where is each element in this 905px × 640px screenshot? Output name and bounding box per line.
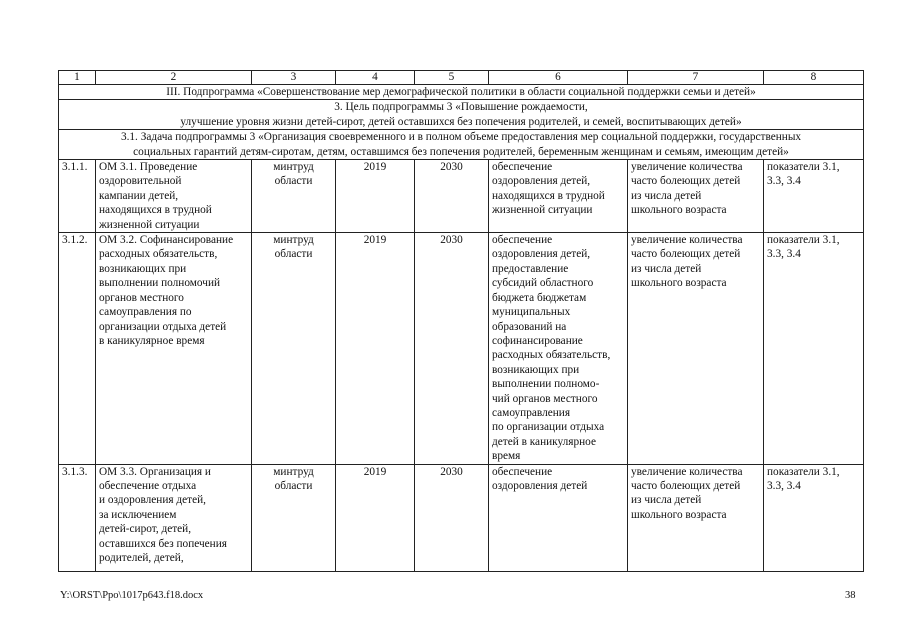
table-row bbox=[59, 233, 864, 465]
table-row bbox=[59, 160, 864, 233]
expected-result: обеспечение оздоровления детей, находящихся в трудной жизненной ситуации bbox=[489, 160, 628, 233]
linked-indicators: показатели 3.1, 3.3, 3.4 bbox=[764, 464, 864, 571]
row-number: 3.1.3. bbox=[59, 464, 96, 571]
start-year: 2019 bbox=[336, 464, 415, 571]
page-number: 38 bbox=[845, 590, 856, 601]
measure-name: ОМ 3.1. Проведение оздоровительной кампании детей, находящихся в трудной жизненной ситуации bbox=[96, 160, 252, 233]
subprogram-title: III. Подпрограмма «Совершенствование мер демографической политики в области социальной поддержки семьи и детей» bbox=[59, 85, 864, 100]
executor: минтруд области bbox=[252, 160, 336, 233]
row-number: 3.1.2. bbox=[59, 233, 96, 465]
column-number: 3 bbox=[252, 71, 336, 85]
measure-name: ОМ 3.2. Софинансирование расходных обязательств, возникающих при выполнении полномочий органов местного самоуправления по организации отдыха детей в каникулярное время bbox=[96, 233, 252, 465]
column-number-row bbox=[59, 71, 864, 85]
table-row bbox=[59, 464, 864, 571]
executor: минтруд области bbox=[252, 464, 336, 571]
column-number: 8 bbox=[764, 71, 864, 85]
subprogram-row bbox=[59, 85, 864, 100]
non-implementation-effect: увеличение количества часто болеющих детей из числа детей школьного возраста bbox=[628, 160, 764, 233]
task-row bbox=[59, 130, 864, 160]
column-number: 7 bbox=[628, 71, 764, 85]
program-table bbox=[58, 70, 864, 572]
goal-line: 3. Цель подпрограммы 3 «Повышение рождаемости, bbox=[334, 101, 588, 114]
row-number: 3.1.1. bbox=[59, 160, 96, 233]
start-year: 2019 bbox=[336, 160, 415, 233]
expected-result: обеспечение оздоровления детей bbox=[489, 464, 628, 571]
footer-file-path: Y:\ORST\Ppo\1017p643.f18.docx bbox=[60, 590, 204, 601]
non-implementation-effect: увеличение количества часто болеющих детей из числа детей школьного возраста bbox=[628, 233, 764, 465]
end-year: 2030 bbox=[415, 464, 489, 571]
task-line: социальных гарантий детям-сиротам, детям, оставшимся без попечения родителей, беременным женщинам и семьям, имеющим детей» bbox=[133, 145, 789, 158]
goal-row bbox=[59, 100, 864, 130]
goal-line: улучшение уровня жизни детей-сирот, детей оставшихся без попечения родителей, и семей, воспитывающих детей» bbox=[180, 115, 742, 128]
column-number: 4 bbox=[336, 71, 415, 85]
column-number: 6 bbox=[489, 71, 628, 85]
task-cell bbox=[59, 130, 864, 160]
measure-name: ОМ 3.3. Организация и обеспечение отдыха и оздоровления детей, за исключением детей-сирот, детей, оставшихся без попечения родителей, детей, bbox=[96, 464, 252, 571]
expected-result: обеспечение оздоровления детей, предоставление субсидий областного бюджета бюджетам муниципальных образований на софинансирование расходных обязательств, возникающих при выполнении полномо- чий органов местного самоуправления по организации отдыха детей в каникулярное время bbox=[489, 233, 628, 465]
column-number: 2 bbox=[96, 71, 252, 85]
column-number: 5 bbox=[415, 71, 489, 85]
end-year: 2030 bbox=[415, 160, 489, 233]
linked-indicators: показатели 3.1, 3.3, 3.4 bbox=[764, 160, 864, 233]
column-number: 1 bbox=[59, 71, 96, 85]
end-year: 2030 bbox=[415, 233, 489, 465]
linked-indicators: показатели 3.1, 3.3, 3.4 bbox=[764, 233, 864, 465]
goal-cell bbox=[59, 100, 864, 130]
non-implementation-effect: увеличение количества часто болеющих детей из числа детей школьного возраста bbox=[628, 464, 764, 571]
executor: минтруд области bbox=[252, 233, 336, 465]
task-line: 3.1. Задача подпрограммы 3 «Организация своевременного и в полном объеме предоставления мер социальной поддержки, государственных bbox=[120, 131, 802, 144]
start-year: 2019 bbox=[336, 233, 415, 465]
